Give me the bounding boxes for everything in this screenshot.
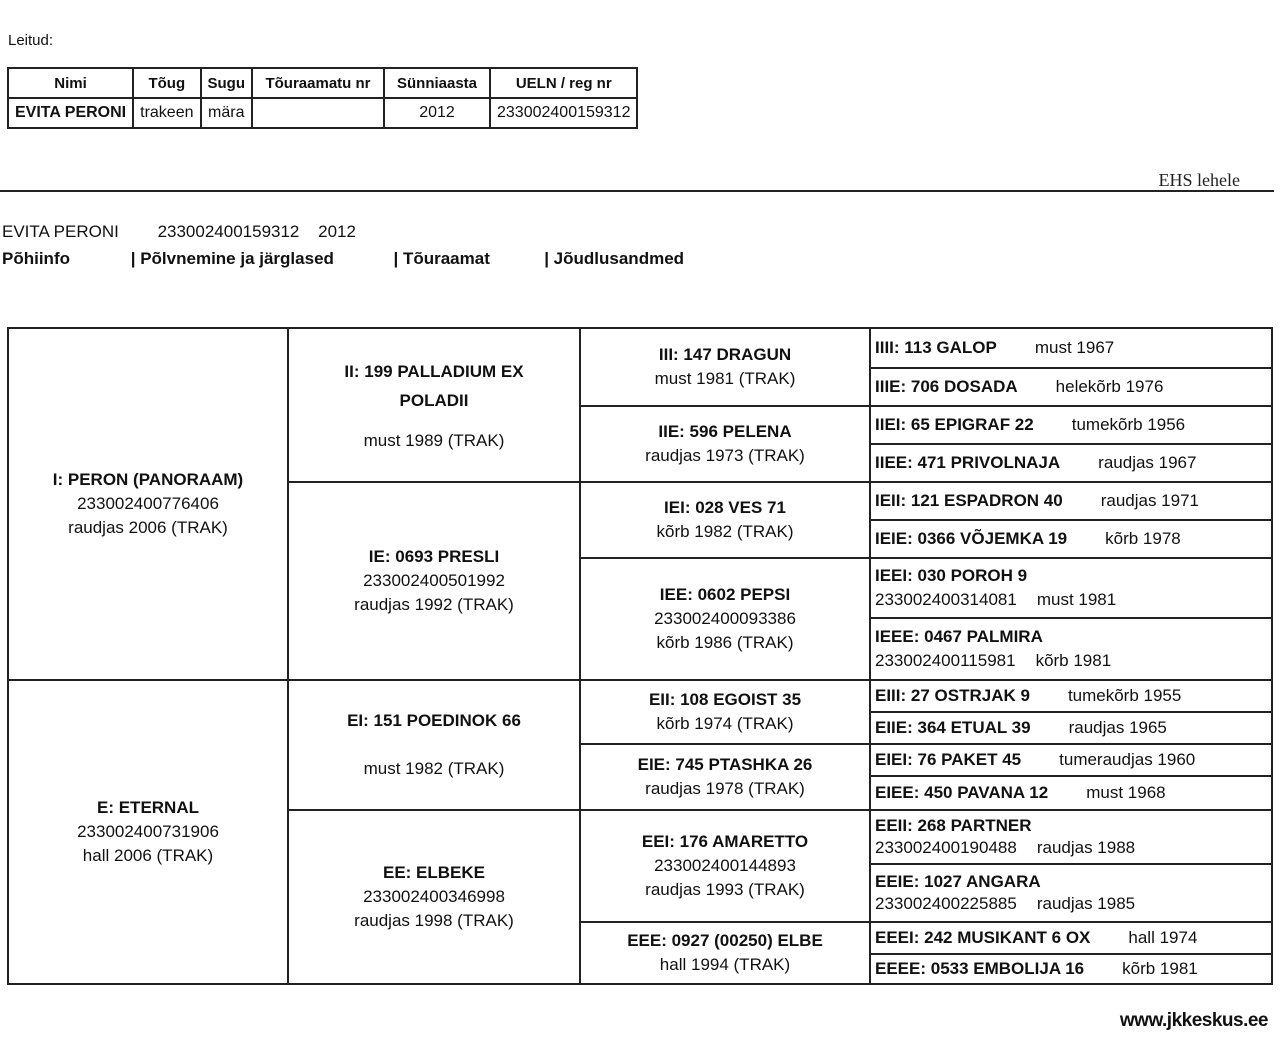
tab-basic-info[interactable]: Põhiinfo — [2, 249, 70, 268]
sex-cell: mära — [201, 98, 253, 128]
ancestor-name: EE: ELBEKE — [382, 863, 486, 882]
pedigree-dam[interactable] — [9, 681, 289, 983]
ancestor-info: kõrb 1981 — [1122, 959, 1198, 978]
pedigree-iie[interactable] — [579, 405, 871, 483]
ancestor-ueln: 233002400776406 — [77, 494, 219, 513]
ancestor-name: EI: 151 POEDINOK 66 — [347, 711, 521, 730]
ancestor-info: tumeraudjas 1960 — [1059, 750, 1196, 769]
ancestor-name: IEEI: 030 POROH 9 — [875, 566, 1028, 585]
ancestor-name: EEE: 0927 (00250) ELBE — [627, 931, 823, 950]
divider — [0, 190, 1274, 192]
studbook-cell — [252, 98, 384, 128]
pedigree-ii[interactable] — [287, 329, 581, 483]
column-header: Sünniaasta — [384, 68, 490, 98]
pedigree-eei[interactable] — [579, 809, 871, 923]
ancestor-info: raudjas 1965 — [1068, 718, 1167, 737]
column-header: Tõuraamatu nr — [252, 68, 384, 98]
search-results-table — [7, 67, 638, 129]
ancestor-name: EEII: 268 PARTNER — [875, 816, 1032, 835]
ancestor-name: E: ETERNAL — [97, 798, 199, 817]
horse-name-cell[interactable]: EVITA PERONI — [8, 98, 133, 128]
column-header: Nimi — [8, 68, 133, 98]
pedigree-ieee[interactable] — [869, 617, 1271, 681]
footer-website: www.jkkeskus.ee — [1119, 1010, 1268, 1031]
ancestor-name: EIII: 27 OSTRJAK 9 — [875, 686, 1030, 705]
ancestor-ueln: 233002400346998 — [363, 887, 505, 906]
pedigree-ie[interactable] — [287, 481, 581, 681]
ancestor-info: raudjas 1998 (TRAK) — [354, 911, 514, 930]
pedigree-eeee[interactable] — [869, 953, 1271, 983]
pedigree-eiee[interactable] — [869, 775, 1271, 811]
ancestor-name: EIIE: 364 ETUAL 39 — [875, 718, 1031, 737]
ancestor-name: IEE: 0602 PEPSI — [659, 585, 791, 604]
ancestor-info: kõrb 1974 (TRAK) — [656, 714, 794, 733]
pedigree-iii[interactable] — [579, 329, 871, 407]
ancestor-name: EEEI: 242 MUSIKANT 6 OX — [875, 928, 1091, 947]
pedigree-eeie[interactable] — [869, 863, 1271, 923]
table-row[interactable] — [8, 98, 637, 128]
ancestor-name: EII: 108 EGOIST 35 — [648, 690, 802, 709]
ancestor-name: IIIE: 706 DOSADA — [875, 377, 1018, 396]
found-label: Leitud: — [8, 32, 54, 49]
tab-bar — [2, 249, 684, 269]
ancestor-info: tumekõrb 1956 — [1071, 415, 1186, 434]
ancestor-info: must 1968 — [1086, 783, 1166, 802]
ancestor-name: IE: 0693 PRESLI — [368, 547, 500, 566]
ancestor-info: raudjas 1993 (TRAK) — [645, 880, 805, 899]
ancestor-info: raudjas 1971 — [1100, 491, 1200, 510]
ancestor-info: must 1981 (TRAK) — [654, 369, 796, 388]
horse-header — [2, 222, 370, 242]
horse-name: EVITA PERONI — [2, 222, 119, 241]
ancestor-info: raudjas 1967 — [1098, 453, 1197, 472]
pedigree-eiei[interactable] — [869, 743, 1271, 777]
pedigree-iiie[interactable] — [869, 367, 1271, 407]
ehs-link[interactable]: EHS lehele — [1158, 170, 1240, 190]
breed-cell: trakeen — [133, 98, 200, 128]
pedigree-eiii[interactable] — [869, 679, 1271, 713]
pedigree-table — [7, 327, 1273, 985]
ancestor-name: EEEE: 0533 EMBOLIJA 16 — [875, 959, 1085, 978]
pedigree-ee[interactable] — [287, 809, 581, 983]
ancestor-name: IIEI: 65 EPIGRAF 22 — [875, 415, 1034, 434]
pedigree-ieei[interactable] — [869, 557, 1271, 619]
ancestor-info: must 1982 (TRAK) — [363, 759, 505, 778]
ancestor-name: EEI: 176 AMARETTO — [641, 832, 809, 851]
ancestor-ueln: 233002400115981 — [875, 651, 1016, 670]
pedigree-ieie[interactable] — [869, 519, 1271, 559]
ancestor-name: IEIE: 0366 VÕJEMKA 19 — [875, 529, 1068, 548]
ancestor-name: EEIE: 1027 ANGARA — [875, 872, 1041, 891]
ancestor-info: must 1989 (TRAK) — [363, 431, 505, 450]
pedigree-ieii[interactable] — [869, 481, 1271, 521]
ancestor-ueln: 233002400093386 — [654, 609, 796, 628]
ancestor-name: I: PERON (PANORAAM) — [52, 470, 244, 489]
tab-performance[interactable]: | Jõudlusandmed — [544, 249, 685, 268]
ancestor-info: hall 1974 — [1128, 928, 1198, 947]
ancestor-ueln: 233002400144893 — [654, 856, 796, 875]
pedigree-eeei[interactable] — [869, 921, 1271, 955]
pedigree-eiie[interactable] — [869, 711, 1271, 745]
ancestor-ueln: 233002400314081 — [875, 590, 1017, 609]
ancestor-info: helekõrb 1976 — [1055, 377, 1164, 396]
ancestor-info: raudjas 1992 (TRAK) — [354, 595, 514, 614]
pedigree-eii[interactable] — [579, 679, 871, 745]
ancestor-ueln: 233002400225885 — [875, 894, 1017, 913]
ancestor-name: IIII: 113 GALOP — [875, 338, 997, 357]
ancestor-info: kõrb 1986 (TRAK) — [656, 633, 794, 652]
ancestor-info: raudjas 1985 — [1036, 894, 1136, 913]
ancestor-name: III: 147 DRAGUN — [658, 345, 792, 364]
ancestor-name: IEEE: 0467 PALMIRA — [875, 627, 1043, 646]
ancestor-name: EIE: 745 PTASHKA 26 — [637, 755, 813, 774]
ancestor-ueln: 233002400501992 — [363, 571, 505, 590]
horse-ueln: 233002400159312 — [157, 222, 300, 241]
birth-year-cell: 2012 — [384, 98, 490, 128]
pedigree-iiee[interactable] — [869, 443, 1271, 483]
ancestor-info: kõrb 1978 — [1105, 529, 1181, 548]
column-header: UELN / reg nr — [490, 68, 637, 98]
ueln-cell: 233002400159312 — [490, 98, 637, 128]
ancestor-name: IEI: 028 VES 71 — [664, 498, 786, 517]
ancestor-info: raudjas 1973 (TRAK) — [645, 446, 805, 465]
ancestor-info: hall 1994 (TRAK) — [659, 955, 791, 974]
ancestor-name: EIEI: 76 PAKET 45 — [875, 750, 1022, 769]
ancestor-info: raudjas 1978 (TRAK) — [645, 779, 805, 798]
tab-studbook[interactable]: | Tõuraamat — [393, 249, 490, 268]
ancestor-ueln: 233002400731906 — [77, 822, 219, 841]
pedigree-iee[interactable] — [579, 557, 871, 681]
pedigree-iei[interactable] — [579, 481, 871, 559]
tab-pedigree[interactable]: | Põlvnemine ja järglased — [130, 249, 334, 268]
ancestor-name: EIEE: 450 PAVANA 12 — [875, 783, 1049, 802]
column-header: Sugu — [201, 68, 253, 98]
pedigree-eie[interactable] — [579, 743, 871, 811]
column-header: Tõug — [133, 68, 200, 98]
ancestor-ueln: 233002400190488 — [875, 838, 1017, 857]
ancestor-name: IIE: 596 PELENA — [658, 422, 792, 441]
ancestor-info: hall 2006 (TRAK) — [82, 846, 214, 865]
ancestor-info: raudjas 1988 — [1036, 838, 1136, 857]
horse-year: 2012 — [318, 222, 356, 241]
pedigree-eeii[interactable] — [869, 809, 1271, 865]
ancestor-info: kõrb 1981 — [1035, 651, 1112, 670]
pedigree-iiii[interactable] — [869, 329, 1271, 369]
ancestor-info: kõrb 1982 (TRAK) — [656, 522, 794, 541]
ancestor-info: raudjas 2006 (TRAK) — [68, 518, 228, 537]
ancestor-info: must 1981 — [1036, 590, 1117, 609]
ancestor-name: II: 199 PALLADIUM EX POLADII — [344, 362, 524, 410]
ancestor-name: IEII: 121 ESPADRON 40 — [875, 491, 1063, 510]
pedigree-iiei[interactable] — [869, 405, 1271, 445]
pedigree-eee[interactable] — [579, 921, 871, 983]
table-header-row — [8, 68, 637, 98]
pedigree-ei[interactable] — [287, 679, 581, 811]
pedigree-sire[interactable] — [9, 329, 289, 681]
ancestor-info: tumekõrb 1955 — [1067, 686, 1182, 705]
ancestor-info: must 1967 — [1034, 338, 1115, 357]
ancestor-name: IIEE: 471 PRIVOLNAJA — [875, 453, 1061, 472]
